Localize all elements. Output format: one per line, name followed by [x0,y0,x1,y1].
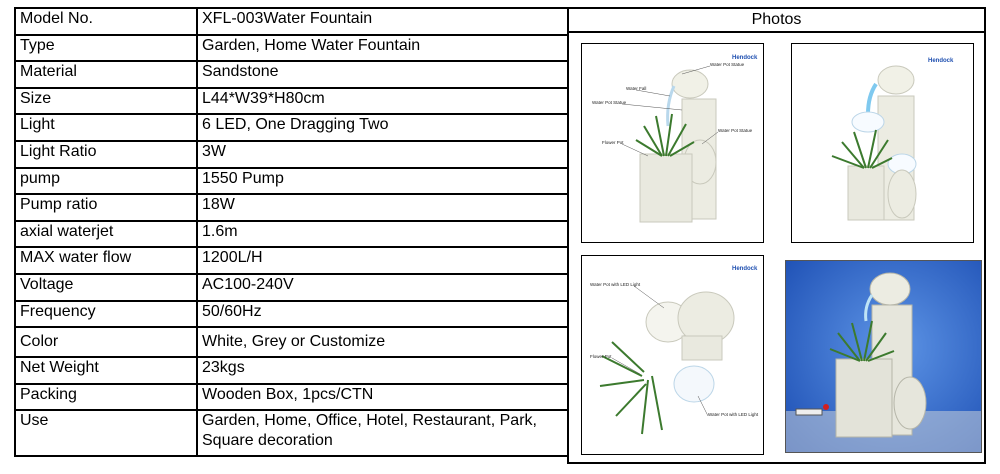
spec-label: Packing [15,384,197,411]
spec-value: 50/60Hz [197,301,568,328]
spec-row [15,114,568,141]
spec-label: Color [15,327,197,357]
brand-logo: Hendock [732,266,758,272]
spec-table [14,7,569,457]
spec-label: Light Ratio [15,141,197,168]
spec-row [15,194,568,221]
fountain-illustration-4 [786,261,981,452]
spec-label: Use [15,410,197,456]
spec-value: 23kgs [197,357,568,384]
label-water-fall: Water Fall [626,86,647,91]
spec-row [15,35,568,62]
spec-value: AC100-240V [197,274,568,301]
spec-label: Material [15,61,197,88]
spec-value: 6 LED, One Dragging Two [197,114,568,141]
photo-annotated-fountain [581,43,764,243]
brand-logo: Hendock [732,55,758,61]
spec-value: Sandstone [197,61,568,88]
spec-label: Frequency [15,301,197,328]
spec-label: Size [15,88,197,115]
spec-value: 3W [197,141,568,168]
spec-label: Light [15,114,197,141]
spec-value: White, Grey or Customize [197,327,568,357]
product-sheet [14,7,986,464]
label-flower-pot: Flower Pot [602,140,624,145]
label-flower-pot: Flower Pot [590,354,612,359]
spec-row [15,141,568,168]
spec-row [15,168,568,195]
spec-label: Net Weight [15,357,197,384]
spec-row [15,274,568,301]
spec-label: pump [15,168,197,195]
photo-blue-backdrop [785,260,982,453]
photos-panel [567,7,986,464]
photo-lit-fountain [791,43,974,243]
spec-row [15,384,568,411]
spec-label: Pump ratio [15,194,197,221]
photo-led-annotated [581,255,764,455]
spec-value: 18W [197,194,568,221]
spec-row [15,301,568,328]
spec-row [15,8,568,35]
spec-label: Model No. [15,8,197,35]
fountain-illustration-3 [582,256,763,454]
label-water-pot-led-bottom: Water Pot with LED Light [708,412,759,417]
label-water-pot-statue-left: Water Pot Statue [592,100,627,105]
spec-value: 1550 Pump [197,168,568,195]
spec-value: 1200L/H [197,247,568,274]
spec-label: Type [15,35,197,62]
label-water-pot-statue-right: Water Pot Statue [718,128,753,133]
spec-row [15,410,568,456]
spec-row [15,221,568,248]
photos-header: Photos [569,9,984,33]
spec-row [15,88,568,115]
spec-row [15,327,568,357]
brand-logo: Hendock [928,58,954,64]
spec-value: L44*W39*H80cm [197,88,568,115]
spec-value: 1.6m [197,221,568,248]
spec-label: MAX water flow [15,247,197,274]
fountain-illustration-1 [582,44,763,242]
fountain-illustration-2 [792,44,973,242]
spec-row [15,247,568,274]
spec-label: axial waterjet [15,221,197,248]
spec-label: Voltage [15,274,197,301]
label-water-pot-led-top: Water Pot with LED Light [590,282,641,287]
spec-row [15,61,568,88]
spec-value: Garden, Home Water Fountain [197,35,568,62]
spec-row [15,357,568,384]
spec-value: Wooden Box, 1pcs/CTN [197,384,568,411]
spec-value: XFL-003Water Fountain [197,8,568,35]
label-water-pot-statue-top: Water Pot Statue [710,62,745,67]
spec-value: Garden, Home, Office, Hotel, Restaurant, Park, Square decoration [197,410,568,456]
